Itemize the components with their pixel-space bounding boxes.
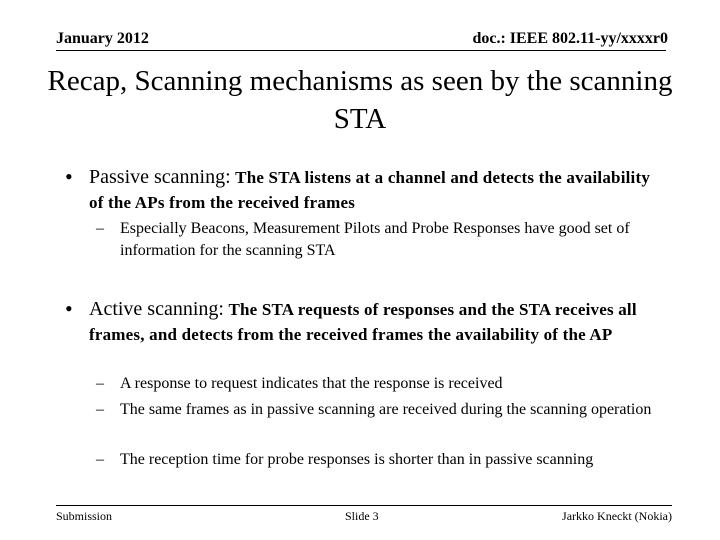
sub-bullet-text: The same frames as in passive scanning are received during the scanning operation [120, 401, 652, 418]
bullet-lead: Active scanning: [89, 298, 224, 320]
footer-divider [56, 505, 672, 506]
dash-icon: – [96, 451, 104, 468]
header-doc-id: doc.: IEEE 802.11-yy/xxxxr0 [472, 30, 668, 47]
header-divider [56, 50, 666, 51]
bullet-lead: Passive scanning: [89, 166, 231, 188]
bullet-active-scanning [65, 296, 669, 347]
dash-icon: – [96, 220, 104, 237]
sub-bullet [96, 449, 665, 471]
dash-icon: – [96, 375, 104, 392]
bullet-text: The STA requests of responses and the STA receives all frames, and detects from the received frames the availability of the AP [89, 300, 637, 344]
bullet-passive-scanning [65, 164, 669, 215]
sub-bullet-text: A response to request indicates that the response is received [120, 375, 503, 392]
footer-submission: Submission [56, 509, 113, 523]
bullet-dot-icon: • [65, 164, 73, 189]
dash-icon: – [96, 401, 104, 418]
bullet-dot-icon: • [65, 296, 73, 321]
bullet-text: The STA listens at a channel and detects the availability of the APs from the received frames [89, 168, 651, 212]
footer-slide-number: Slide 3 [345, 509, 379, 523]
sub-bullet [96, 399, 665, 421]
sub-bullet [96, 373, 665, 395]
slide-title: Recap, Scanning mechanisms as seen by the scanning STA [47, 65, 673, 135]
sub-bullet-text: The reception time for probe responses is shorter than in passive scanning [120, 451, 594, 468]
footer-author: Jarkko Kneckt (Nokia) [562, 509, 672, 523]
sub-bullet [96, 218, 665, 262]
sub-bullet-text: Especially Beacons, Measurement Pilots and Probe Responses have good set of information for the scanning STA [120, 220, 630, 259]
header-date: January 2012 [56, 30, 149, 47]
